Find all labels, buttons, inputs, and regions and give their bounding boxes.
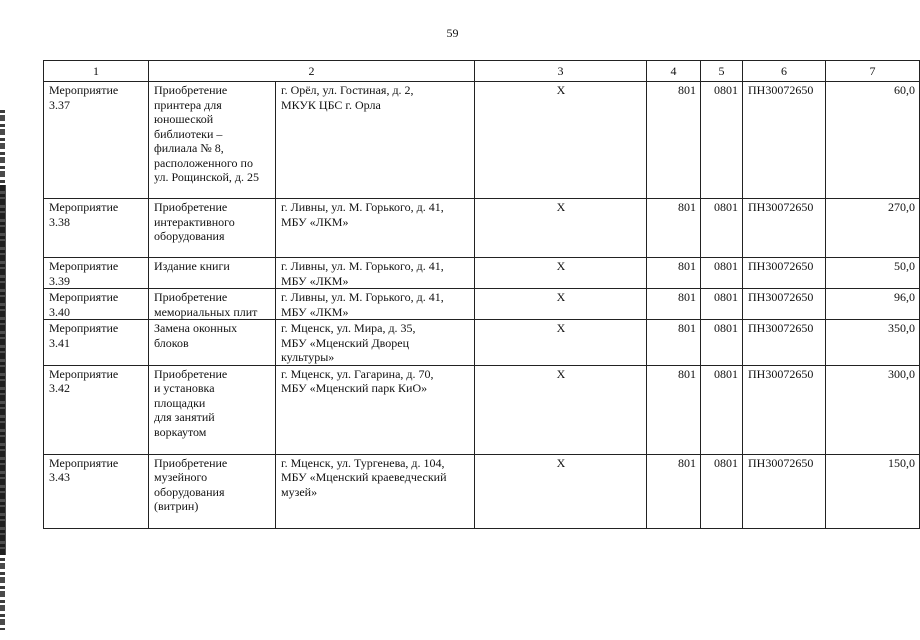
col7-cell: 96,0	[826, 289, 920, 320]
name-cell: Приобретение интерактивного оборудования	[149, 199, 276, 258]
col7-cell: 350,0	[826, 320, 920, 366]
table-row	[44, 365, 920, 454]
col5-cell: 0801	[701, 258, 743, 289]
address-cell: г. Ливны, ул. М. Горького, д. 41, МБУ «ЛКМ»	[276, 289, 475, 320]
col4-cell: 801	[647, 454, 701, 528]
scan-binding-shadow	[0, 185, 6, 555]
col6-cell: ПН30072650	[743, 454, 826, 528]
page-number: 59	[446, 26, 459, 40]
col3-cell: Х	[475, 454, 647, 528]
address-cell: г. Ливны, ул. М. Горького, д. 41, МБУ «ЛКМ»	[276, 258, 475, 289]
name-cell: Замена оконных блоков	[149, 320, 276, 366]
col3-cell: Х	[475, 258, 647, 289]
col6-cell: ПН30072650	[743, 365, 826, 454]
measure-cell: Мероприятие 3.37	[44, 82, 149, 199]
header-cell-4: 4	[647, 61, 701, 82]
table-row	[44, 258, 920, 289]
col4-cell: 801	[647, 365, 701, 454]
col4-cell: 801	[647, 82, 701, 199]
measure-cell: Мероприятие 3.41	[44, 320, 149, 366]
header-cell-7: 7	[826, 61, 920, 82]
address-cell: г. Ливны, ул. М. Горького, д. 41, МБУ «ЛКМ»	[276, 199, 475, 258]
measures-table	[43, 60, 920, 529]
header-cell-6: 6	[743, 61, 826, 82]
col7-cell: 270,0	[826, 199, 920, 258]
col3-cell: Х	[475, 365, 647, 454]
address-cell: г. Мценск, ул. Тургенева, д. 104, МБУ «Мценский краеведческий музей»	[276, 454, 475, 528]
col7-cell: 300,0	[826, 365, 920, 454]
address-cell: г. Мценск, ул. Гагарина, д. 70, МБУ «Мценский парк КиО»	[276, 365, 475, 454]
name-cell: Приобретение мемориальных плит	[149, 289, 276, 320]
measure-cell: Мероприятие 3.40	[44, 289, 149, 320]
table-row	[44, 82, 920, 199]
col5-cell: 0801	[701, 199, 743, 258]
col5-cell: 0801	[701, 365, 743, 454]
name-cell: Приобретение и установка площадки для занятий воркаутом	[149, 365, 276, 454]
name-cell: Приобретение музейного оборудования (витрин)	[149, 454, 276, 528]
name-cell: Приобретение принтера для юношеской библиотеки – филиала № 8, расположенного по ул. Рощинской, д. 25	[149, 82, 276, 199]
col4-cell: 801	[647, 258, 701, 289]
col6-cell: ПН30072650	[743, 199, 826, 258]
col3-cell: Х	[475, 199, 647, 258]
col7-cell: 60,0	[826, 82, 920, 199]
col4-cell: 801	[647, 289, 701, 320]
col4-cell: 801	[647, 320, 701, 366]
col7-cell: 50,0	[826, 258, 920, 289]
header-cell-1: 1	[44, 61, 149, 82]
header-cell-3: 3	[475, 61, 647, 82]
col5-cell: 0801	[701, 289, 743, 320]
measure-cell: Мероприятие 3.42	[44, 365, 149, 454]
col5-cell: 0801	[701, 454, 743, 528]
table-row	[44, 289, 920, 320]
col6-cell: ПН30072650	[743, 289, 826, 320]
table-row	[44, 199, 920, 258]
col5-cell: 0801	[701, 82, 743, 199]
col6-cell: ПН30072650	[743, 258, 826, 289]
col7-cell: 150,0	[826, 454, 920, 528]
col6-cell: ПН30072650	[743, 82, 826, 199]
address-cell: г. Мценск, ул. Мира, д. 35, МБУ «Мценский Дворец культуры»	[276, 320, 475, 366]
col6-cell: ПН30072650	[743, 320, 826, 366]
table-row	[44, 320, 920, 366]
col5-cell: 0801	[701, 320, 743, 366]
col3-cell: Х	[475, 320, 647, 366]
measure-cell: Мероприятие 3.39	[44, 258, 149, 289]
table-header-row	[44, 61, 920, 82]
header-cell-2: 2	[149, 61, 475, 82]
header-cell-5: 5	[701, 61, 743, 82]
measure-cell: Мероприятие 3.38	[44, 199, 149, 258]
col3-cell: Х	[475, 82, 647, 199]
col4-cell: 801	[647, 199, 701, 258]
table-row	[44, 454, 920, 528]
name-cell: Издание книги	[149, 258, 276, 289]
address-cell: г. Орёл, ул. Гостиная, д. 2, МКУК ЦБС г. Орла	[276, 82, 475, 199]
col3-cell: Х	[475, 289, 647, 320]
measure-cell: Мероприятие 3.43	[44, 454, 149, 528]
